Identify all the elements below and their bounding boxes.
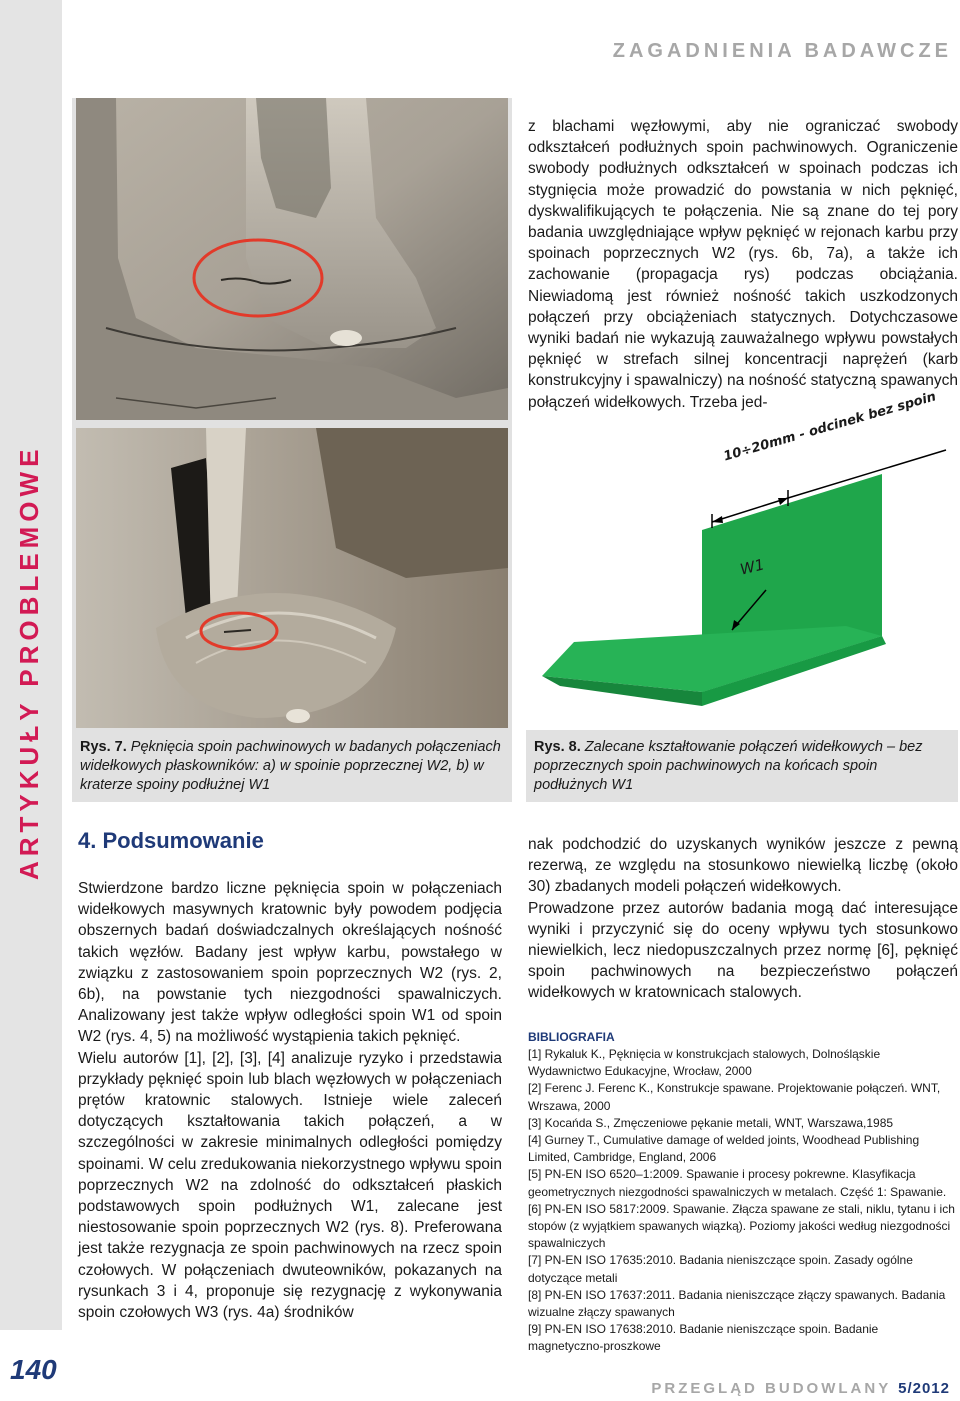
figure-7-caption-text: Pęknięcia spoin pachwinowych w badanych połączeniach widełkowych płaskowników: a) w spoinie poprzecznej W2, b) w kraterze spoiny podłużnej W1 [80,739,501,793]
bibliography-item: [7] PN-EN ISO 17635:2010. Badania nieniszczące spoin. Zasady ogólne dotyczące metali [528,1253,913,1285]
figure-7a-photo [76,98,508,420]
bibliography-heading: BIBLIOGRAFIA [528,1030,615,1044]
bibliography-item: [8] PN-EN ISO 17637:2011. Badania nieniszczące złączy spawanych. Badania wizualne złączy spawanych [528,1287,946,1320]
bibliography-item: [1] Rykaluk K., Pęknięcia w konstrukcjach stalowych, Dolnośląskie Wydawnictwo Edukacyjne, Wrocław, 2000 [528,1047,881,1079]
figure-8-weld-label: W1 [738,555,767,579]
bibliography-item: [6] PN-EN ISO 5817:2009. Spawanie. Złącza spawane ze stali, niklu, tytanu i ich stopów (z wyjątkiem spawanych wiązką). Poziomy jakości według niezgodności spawalniczych [528,1201,955,1251]
bibliography-item: [3] Kocańda S., Zmęczeniowe pękanie metali, WNT, Warszawa,1985 [528,1115,894,1130]
bibliography-item: [4] Gurney T., Cumulative damage of welded joints, Woodhead Publishing Limited, Cambridge, England, 2006 [528,1133,920,1165]
page-number: 140 [10,1354,57,1385]
paragraph: Prowadzone przez autorów badania mogą dać interesujące wyniki i przyczynić się do oceny wpływu tych stosunkowo niewielkich, lecz niedopuszczalnych przez normę [6], pęknięć spoin pachwinowych na bezpieczeństwo połączeń widełkowych w kratownicach stalowych. [528,899,958,1002]
left-column-body [78,878,502,1323]
paragraph: Wielu autorów [1], [2], [3], [4] analizuje ryzyko i przedstawia przykłady pęknięć spoin lub blach węzłowych w połączeniach prętów kratownic stalowych. Istnieje wiele zaleceń dotyczących kształtowania takich połączeń, a w szczególności w zakresie minimalnych odległości pomiędzy spoinami. W celu zredukowania niekorzystnego wpływu spoin poprzecznych W2 na zdolność do odkształceń płaskich podstawowych spoin podłużnych W1, zalecane jest niestosowanie spoin poprzecznych W2 (rys. 8). Preferowana jest także rezygnacja ze spoin pachwinowych na rzecz spoin czołowych. W połączeniach dwuteowników, pokazanych na rysunkach 3 i 4, proponuje się rezygnację z wykonywania spoin czołowych W3 (rys. 4a) środników [78,1049,502,1322]
figure-7 [72,98,512,802]
section-vertical-label: ARTYKUŁY PROBLEMOWE [14,444,44,880]
figure-7-caption [80,738,508,795]
figure-7b-photo [76,428,508,728]
bibliography-list [528,1046,956,1356]
figure-8-caption-text: Zalecane kształtowanie połączeń widełkowych – bez poprzecznych spoin pachwinowych na końcach spoin podłużnych W1 [534,739,923,793]
figure-8-caption [534,738,954,795]
figure-8-diagram [526,389,958,730]
paragraph: z blachami węzłowymi, aby nie ograniczać swobody odkształceń podłużnych spoin pachwinowych. Ograniczenie swobody podłużnych odkształceń w spoinach podczas ich stygnięcia może prowadzić do powstania w nich pęknięć, dyskwalifikujących te połączenia. Nie są znane do tej pory badania uwzględniające wpływ pęknięć w rejonach karbu przy spoinach poprzecznych W2 (rys. 6b, 7a), a także ich zachowanie (propagacja rys) podczas obciążania. Niewiadomą jest również nośność takich uszkodzonych połączeń przy obciążeniach statycznych. Dotychczasowe wyniki badań nie wykazują zauważalnego wpływu powstałych pęknięć w strefach silnej koncentracji naprężeń (karb konstrukcyjny i spawalniczy) na nośność statyczną spawanych połączeń widełkowych. Trzeba jed- [528,118,958,411]
bibliography-item: [2] Ferenc J. Ferenc K., Konstrukcje spawane. Projektowanie połączeń. WNT, Wrszawa, 2000 [528,1081,941,1113]
bibliography-item: [9] PN-EN ISO 17638:2010. Badanie nieniszczące spoin. Badanie magnetyczno-proszkowe [528,1322,879,1354]
bibliography-item: [5] PN-EN ISO 6520–1:2009. Spawanie i procesy pokrewne. Klasyfikacja geometrycznych niezgodności spawalniczych w metalach. Część 1: Spawanie. [528,1167,947,1199]
paragraph: Stwierdzone bardzo liczne pęknięcia spoin w połączeniach widełkowych masywnych kratownic były powodem podjęcia obszernych badań doświadczalnych określających nośność takich węzłów. Badany jest wpływ karbu, powstałego w związku z zastosowaniem spoin poprzecznych W2 (rys. 2, 6b), na powstanie tych niezgodności spawalniczych. Analizowany jest także wpływ odległości spoin W1 od spoin W2 (rys. 4, 5) na możliwość wystąpienia takich pęknięć. [78,880,502,1046]
journal-issue: 5/2012 [898,1380,950,1397]
running-header: ZAGADNIENIA BADAWCZE [612,40,952,62]
figure-8-dimension-label: 10÷20mm - odcinek bez spoin [722,389,938,465]
journal-footer [651,1380,950,1397]
paragraph: nak podchodzić do uzyskanych wyników jeszcze z pewną rezerwą, ze względu na stosunkowo niewielką liczbę (około 30) zbadanych modeli połączeń widełkowych. [528,836,958,896]
figure-8 [526,389,958,802]
right-column-bottom-text [528,834,958,1004]
figure-8-caption-number: Rys. 8. [534,739,581,755]
figure-7-caption-number: Rys. 7. [80,739,127,755]
right-column-top-text [528,116,958,413]
journal-name: PRZEGLĄD BUDOWLANY [651,1380,899,1397]
sidebar [0,0,62,1401]
section-heading: 4. Podsumowanie [78,828,264,853]
